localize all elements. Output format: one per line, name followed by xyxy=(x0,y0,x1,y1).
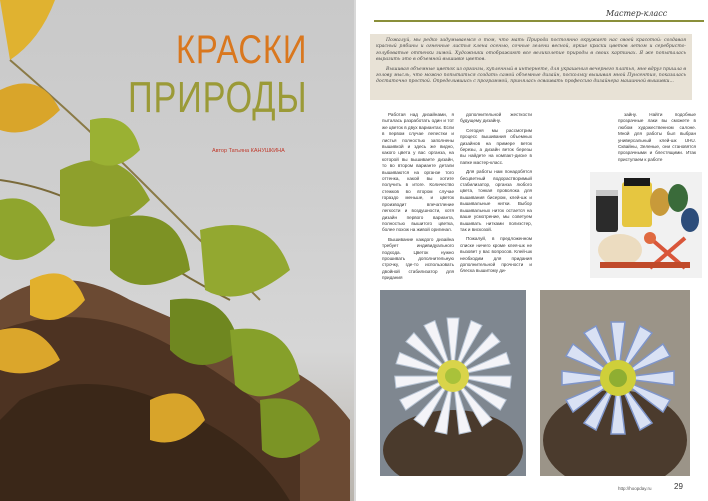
body-paragraph: Для работы нам понадобятся бесцветный водорастворимый стабилизатор, органза любого цвета, тонкая проволока для вышивания бисером, клей-шк и вышивальные нитки. Выбор вышивальных ниток остается на ваше усмотрение, мы советуем вышивать нитками полиэстер, так и вискозой. xyxy=(460,169,532,232)
body-paragraph: Сегодня мы рассмотрим процесс вышивания объемных дизайнов на примере веток березы, а дизайн веток березы вы найдете на компакт-диске в папке мастер-класс. xyxy=(460,127,532,165)
supplies-photo xyxy=(590,172,702,278)
article-title-line1: КРАСКИ xyxy=(176,28,308,72)
body-paragraph: Работая над дизайнами, я пыталась разработать один и тот же цветок в двух вариантах. Если в первом случае лепестки и листья полностью заполнены вышивкой и здесь же видно, какого цвета у вас органза, на которой вы вышиваете дизайн, то во втором варианте детали вышиваются на органзе того оттенка, какой вы хотите получить в итоге. Количество стежков во втором случае гораздо меньше, и цветок производит впечатление легкости и воздушности, хотя дизайн первого варианта, полностью вышитого цветка, более похож на живой оригинал. xyxy=(382,112,454,233)
white-flower-photo xyxy=(380,290,526,476)
body-column-1 xyxy=(382,112,454,285)
body-paragraph: Пожалуй, в предложенном списке ничего кроме клея-шк не вызовет у вас вопросов. Клей-шк необходим для придания дополнительной прочности и блеска вышитому ди- xyxy=(460,236,532,274)
body-column-3 xyxy=(618,112,696,166)
body-paragraph: Вышивание каждого дизайна требует индивидуального подхода. Цветок нужно прошивать дополнительную строчку, где-то использовать двойной стабилизатор для придания xyxy=(382,236,454,281)
right-page xyxy=(356,0,708,501)
blue-flower-photo xyxy=(540,290,690,476)
section-header: Мастер-класс xyxy=(606,9,668,18)
footer-url: http://hoopday.ru xyxy=(618,486,652,491)
author-byline: Автор Татьяна КАНУШКИНА xyxy=(212,148,285,154)
body-column-2 xyxy=(460,112,532,278)
article-title-line2: ПРИРОДЫ xyxy=(128,73,308,122)
page-number: 29 xyxy=(674,482,683,491)
intro-box xyxy=(370,34,692,100)
body-paragraph: дополнительной жесткости будущему дизайну. xyxy=(460,112,532,124)
intro-paragraph: Вышивая объемные цветок из органзы, купленный в интернете, для украшения вечернего платья, мне вдруг пришла в голову мысль, что можно попытаться создать самой объемные дизайн, поскольку вышивая мной Пунсентия, показалась достаточно простой. Определившись с программой, принялась осваивать профессию дизайнера машинной вышивки... xyxy=(376,66,686,85)
body-paragraph: зайну. Найти подобные прозрачные лаки вы сможете в любом художественном салоне. Мной для работы был выбран универсальный клей-шк UHU. Сквайны, Зеленые, они становятся прозрачными и блестящими. Итак приступаем к работе xyxy=(618,112,696,162)
intro-paragraph: Пожалуй, мы редко задумываемся о том, что мать Природа постоянно окружает нас своей красотой: создавая красный рябины и огненные листья клена осенью, сочные зелени весной, яркие краски цветов летом и серебристо-голубоватые оттенки зимой. Художники отображают все великолепие природы в своих картинах. Я же попыталась выразить это в объемной вышивке цветов. xyxy=(376,38,686,63)
header-rule xyxy=(374,20,704,22)
